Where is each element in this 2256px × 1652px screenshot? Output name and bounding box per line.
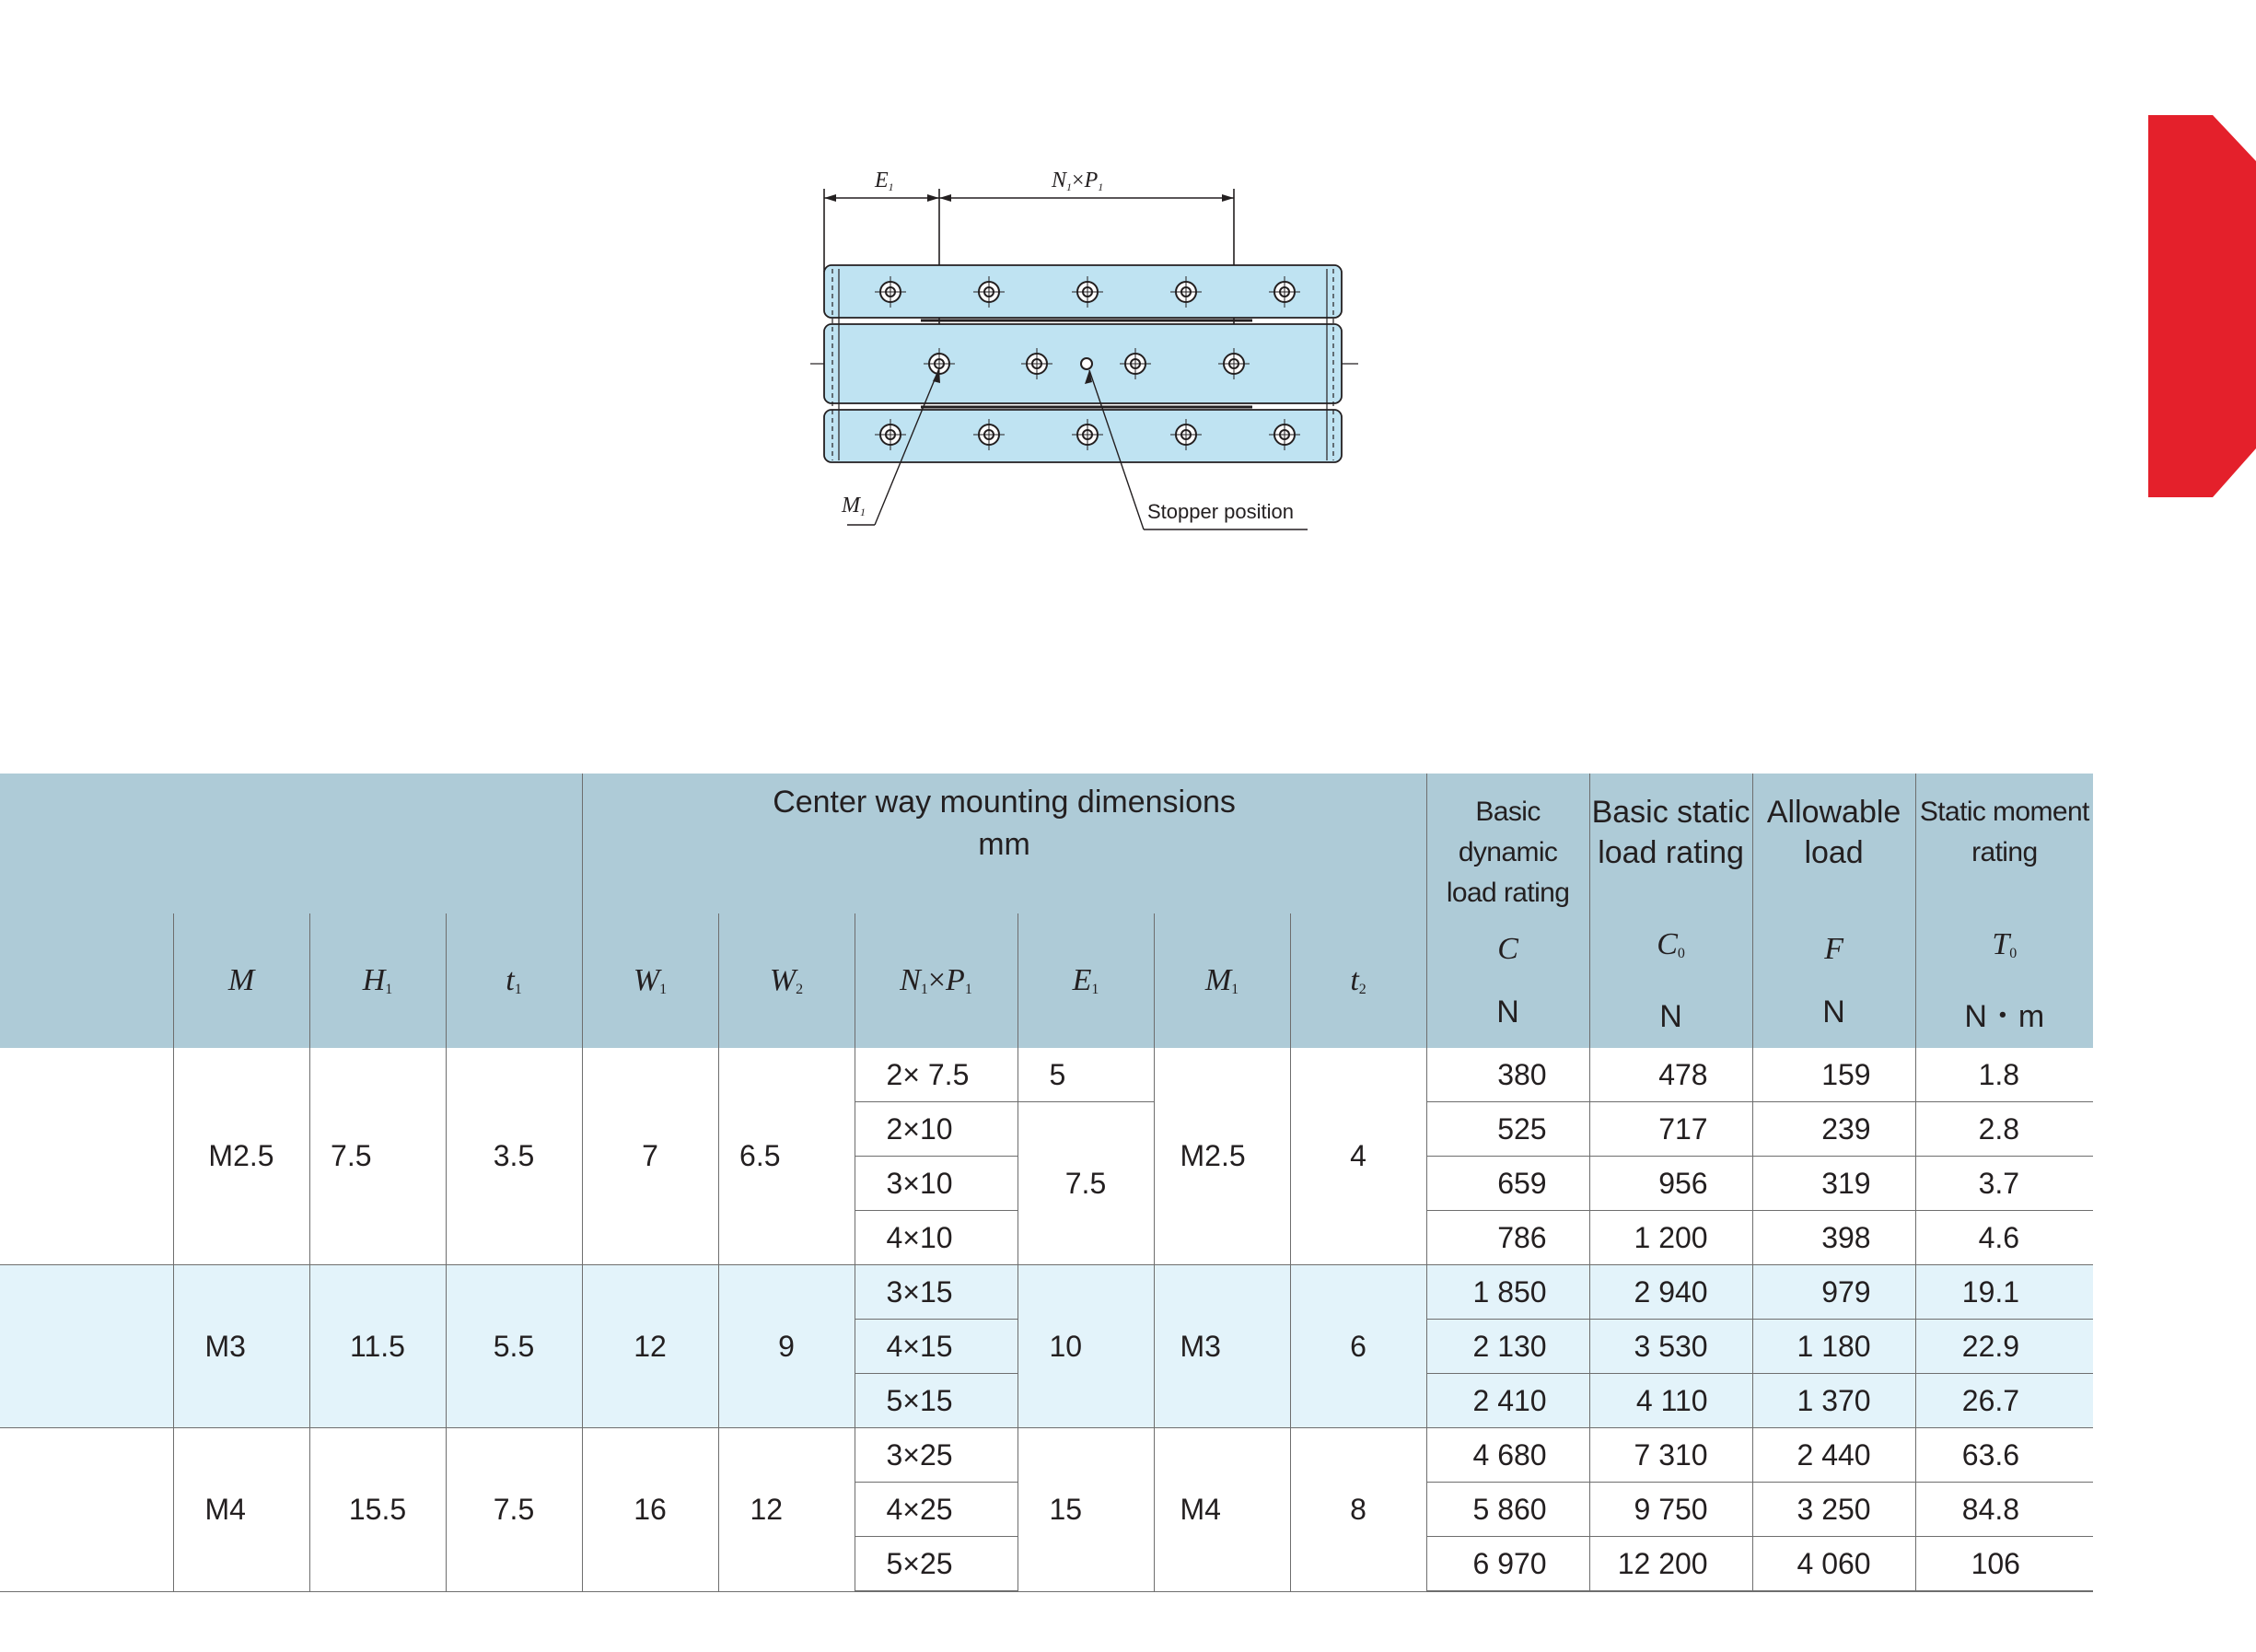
table-cell: 15.5 [309,1428,446,1592]
static-load-header [1589,774,1752,913]
table-cell: 3×25 [855,1428,1018,1483]
text: N [1822,995,1845,1030]
text: 1 [514,982,522,997]
table-cell: 159 [1752,1048,1915,1102]
e1-label [874,169,894,193]
allowable-load-header [1752,774,1915,913]
table-cell: 63.6 [1915,1428,2093,1483]
table-cell: 4×15 [855,1320,1018,1374]
table-cell: M3 [173,1265,309,1428]
side-tab-line2: CRWU(G) [1928,364,1967,523]
table-cell: 2 410 [1426,1374,1589,1428]
table-cell: 7.5 [446,1428,582,1592]
arrow-icon [1222,194,1234,202]
text: C [1657,927,1678,961]
table-cell: 3 530 [1589,1320,1752,1374]
col-h1 [309,913,446,1048]
text: 1 [1091,982,1099,997]
text: Allowable [1766,795,1901,830]
text: 1 [1231,982,1239,997]
text: N [1496,995,1519,1030]
text: 0 [1677,946,1685,961]
table-cell: 5×15 [855,1374,1018,1428]
table-cell: 5 860 [1426,1483,1589,1537]
table-cell: 478 [1589,1048,1752,1102]
text: 2 [796,982,804,997]
table-cell: 7 310 [1589,1428,1752,1483]
table-cell: 3.7 [1915,1157,2093,1211]
specification-table [0,774,2093,1592]
table-cell: 3.5 [446,1048,582,1265]
table-row [0,1428,2093,1483]
col-t2 [1290,913,1426,1048]
table-cell: 4×25 [855,1483,1018,1537]
text: load rating [1446,878,1570,908]
text: 1 [860,506,866,518]
text: E [1072,963,1092,997]
text: M [227,963,255,997]
table-cell: 2.8 [1915,1102,2093,1157]
table-cell: M2.5 [1154,1048,1290,1265]
table-cell: M4 [173,1428,309,1592]
text: rating [1971,837,2038,867]
table-cell: 19.1 [1915,1265,2093,1320]
col-t0 [1915,913,2093,1048]
table-cell: 4 680 [1426,1428,1589,1483]
text: N・m [1964,999,2045,1034]
table-cell: 10 [1018,1265,1154,1428]
table-cell: 979 [1752,1265,1915,1320]
arrow-icon [824,194,836,202]
dynamic-load-header [1426,774,1589,913]
table-row [0,1265,2093,1320]
group-unit: mm [978,827,1030,862]
col-f [1752,913,1915,1048]
text: 1 [1098,180,1104,193]
group-title: Center way mounting dimensions [773,785,1236,820]
text: C [1497,932,1518,966]
text: P [1084,169,1099,192]
table-cell: 1 180 [1752,1320,1915,1374]
table-cell: 380 [1426,1048,1589,1102]
col-m1 [1154,913,1290,1048]
table-cell: 12 [582,1265,718,1428]
table-cell: 4 110 [1589,1374,1752,1428]
text: Static moment [1919,797,2089,827]
table-cell: 319 [1752,1157,1915,1211]
text [0,774,2093,913]
text: 0 [2009,946,2018,961]
side-tab-label [1855,364,2150,581]
table-body [0,1048,2093,1591]
table-cell: M4 [1154,1428,1290,1592]
table-cell: 2× 7.5 [855,1048,1018,1102]
table-cell [0,1265,173,1428]
table-cell: 239 [1752,1102,1915,1157]
table-cell: 8 [1290,1428,1426,1592]
table-cell: 3 250 [1752,1483,1915,1537]
table-row [0,1048,2093,1102]
table-cell: M2.5 [173,1048,309,1265]
col-c [1426,913,1589,1048]
text: P [946,963,965,997]
table-cell: 7.5 [1018,1102,1154,1265]
table-cell [0,1428,173,1592]
stopper-icon [1081,358,1092,369]
table-cell: 1.8 [1915,1048,2093,1102]
text: 1 [888,180,894,193]
table-cell: 22.9 [1915,1320,2093,1374]
table-cell: 398 [1752,1211,1915,1265]
table-cell: 5.5 [446,1265,582,1428]
stopper-label: Stopper position [1147,500,1294,523]
text: F [1824,932,1843,966]
text: M [1204,963,1232,997]
static-moment-header [1915,774,2093,913]
series-side-tab[interactable] [1928,115,2256,581]
text: 2 [1358,982,1366,997]
text: 1 [1066,180,1073,193]
table-cell: 4 060 [1752,1537,1915,1592]
col-e1 [1018,913,1154,1048]
table-cell: 2 440 [1752,1428,1915,1483]
col-m [173,913,309,1048]
table-cell: 7 [582,1048,718,1265]
text: N [1659,999,1682,1034]
table-cell: 2 130 [1426,1320,1589,1374]
table-cell: 6.5 [718,1048,855,1265]
table-cell: 3×10 [855,1157,1018,1211]
table-cell: 7.5 [309,1048,446,1265]
text: Basic dynamic [1458,797,1558,867]
table-cell: 84.8 [1915,1483,2093,1537]
table-cell: 4 [1290,1048,1426,1265]
table-cell: 717 [1589,1102,1752,1157]
table-cell: 4×10 [855,1211,1018,1265]
table-cell: 525 [1426,1102,1589,1157]
table-cell: 11.5 [309,1265,446,1428]
arrow-icon [927,194,939,202]
header-cell [0,913,173,1048]
text: W [769,963,797,997]
table-cell: 106 [1915,1537,2093,1592]
text: 1 [920,982,928,997]
table-cell: M3 [1154,1265,1290,1428]
table-cell: 5 [1018,1048,1154,1102]
text: t [1350,963,1359,997]
table-cell: 1 370 [1752,1374,1915,1428]
table-cell: 659 [1426,1157,1589,1211]
text: 1 [385,982,393,997]
side-tab-shape [2148,115,2256,497]
col-t1 [446,913,582,1048]
table-cell: 2 940 [1589,1265,1752,1320]
col-n1p1 [855,913,1018,1048]
text: W [633,963,660,997]
table-cell: 786 [1426,1211,1589,1265]
table-cell: 2×10 [855,1102,1018,1157]
table-cell: 9 [718,1265,855,1428]
text: N [900,963,921,997]
table-cell: 26.7 [1915,1374,2093,1428]
text: Basic static [1591,795,1750,830]
np-label [1051,169,1103,193]
col-w1 [582,913,718,1048]
table-cell: 956 [1589,1157,1752,1211]
table-cell: 16 [582,1428,718,1592]
m1-label [841,494,866,518]
text: T [1992,927,2010,961]
table-cell: 15 [1018,1428,1154,1592]
text: H [362,963,386,997]
text: E [875,169,889,192]
col-w2 [718,913,855,1048]
table-cell: 12 [718,1428,855,1592]
text: load [1804,835,1864,870]
table-cell: 6 970 [1426,1537,1589,1592]
text: × [927,963,947,997]
table-cell: 9 750 [1589,1483,1752,1537]
header-cell [0,774,582,913]
side-tab-line1: CRW(G)(…H) [2039,364,2077,581]
table-cell: 4.6 [1915,1211,2093,1265]
text: t [506,963,515,997]
table-cell: 1 850 [1426,1265,1589,1320]
text [0,913,2093,1048]
table-cell: 3×15 [855,1265,1018,1320]
arrow-icon [939,194,951,202]
text: load rating [1598,835,1744,870]
table-cell: 12 200 [1589,1537,1752,1592]
mounting-drawing [810,157,1381,543]
text: M [842,494,860,518]
col-c0 [1589,913,1752,1048]
table-cell: 5×25 [855,1537,1018,1592]
text: N [1052,169,1067,192]
text: × [1072,169,1085,192]
table-cell: 6 [1290,1265,1426,1428]
text: 1 [964,982,972,997]
table-cell [0,1048,173,1265]
text: 1 [659,982,668,997]
center-way-group-header [582,774,1426,913]
table-cell: 1 200 [1589,1211,1752,1265]
table-header [0,774,2093,1048]
